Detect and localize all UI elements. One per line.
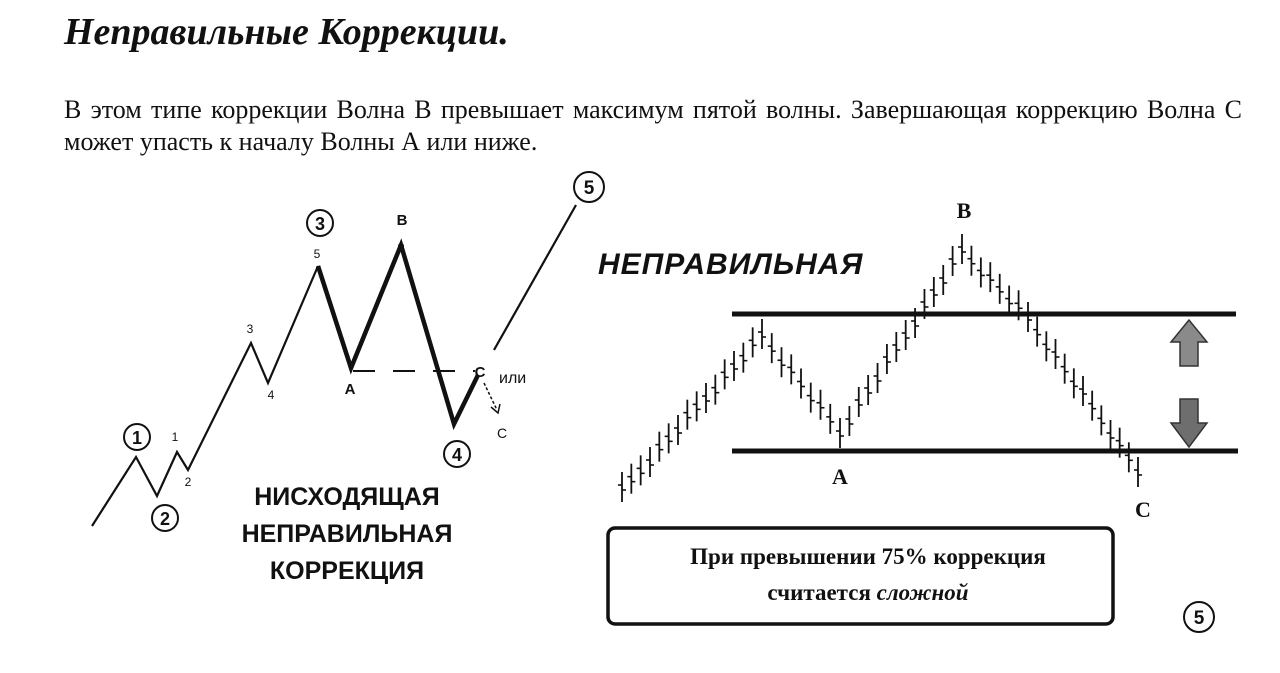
circle-4-label: 4 (451, 445, 463, 465)
note-line-2 (767, 580, 968, 605)
wave-b-label: B (396, 212, 408, 229)
note-line-2-emphasis: сложной (876, 580, 969, 605)
note-box (608, 528, 1113, 624)
circle-3-label: 3 (314, 214, 326, 234)
intro-paragraph: В этом типе коррекции Волна В превышает максимум пятой волны. Завершающая коррекцию Волна С может упасть к началу Волны А или ниже. (64, 95, 1242, 156)
corner-circle-5-label: 5 (1193, 608, 1205, 629)
right-wave-c-label: C (1135, 497, 1151, 522)
or-label: или (499, 370, 527, 387)
correction-wave-line (318, 245, 478, 424)
subwave-2-label: 2 (184, 475, 192, 489)
right-wave-b-label: B (956, 198, 972, 223)
page-title: Неправильные Коррекции. (64, 11, 509, 53)
subwave-5-label: 5 (313, 247, 321, 261)
left-caption-line-3: КОРРЕКЦИЯ (269, 557, 425, 585)
wave-c-label: C (474, 364, 486, 381)
right-heading: НЕПРАВИЛЬНАЯ (598, 248, 864, 281)
up-arrow-icon (1171, 320, 1207, 366)
left-caption-line-2: НЕПРАВИЛЬНАЯ (241, 520, 453, 548)
left-wave-diagram (92, 172, 604, 585)
note-line-1: При превышении 75% коррекция (690, 544, 1046, 569)
wave-c-alt-label: C (496, 425, 508, 441)
wave-b-dot (398, 243, 404, 249)
subwave-4-label: 4 (267, 388, 275, 402)
subwave-1-label: 1 (171, 430, 179, 444)
note-line-2-prefix: считается (767, 580, 877, 605)
alt-c-arrow (484, 383, 497, 410)
left-caption-line-1: НИСХОДЯЩАЯ (254, 483, 440, 511)
right-wave-a-label: A (832, 464, 848, 489)
wave-5-line (494, 205, 576, 350)
subwave-3-label: 3 (246, 322, 254, 336)
circle-2-label: 2 (159, 509, 171, 529)
down-arrow-icon (1171, 399, 1207, 447)
circle-5-label: 5 (583, 178, 595, 199)
wave-a-label: A (344, 381, 356, 398)
right-bar-diagram (598, 198, 1238, 632)
circle-1-label: 1 (131, 428, 143, 448)
